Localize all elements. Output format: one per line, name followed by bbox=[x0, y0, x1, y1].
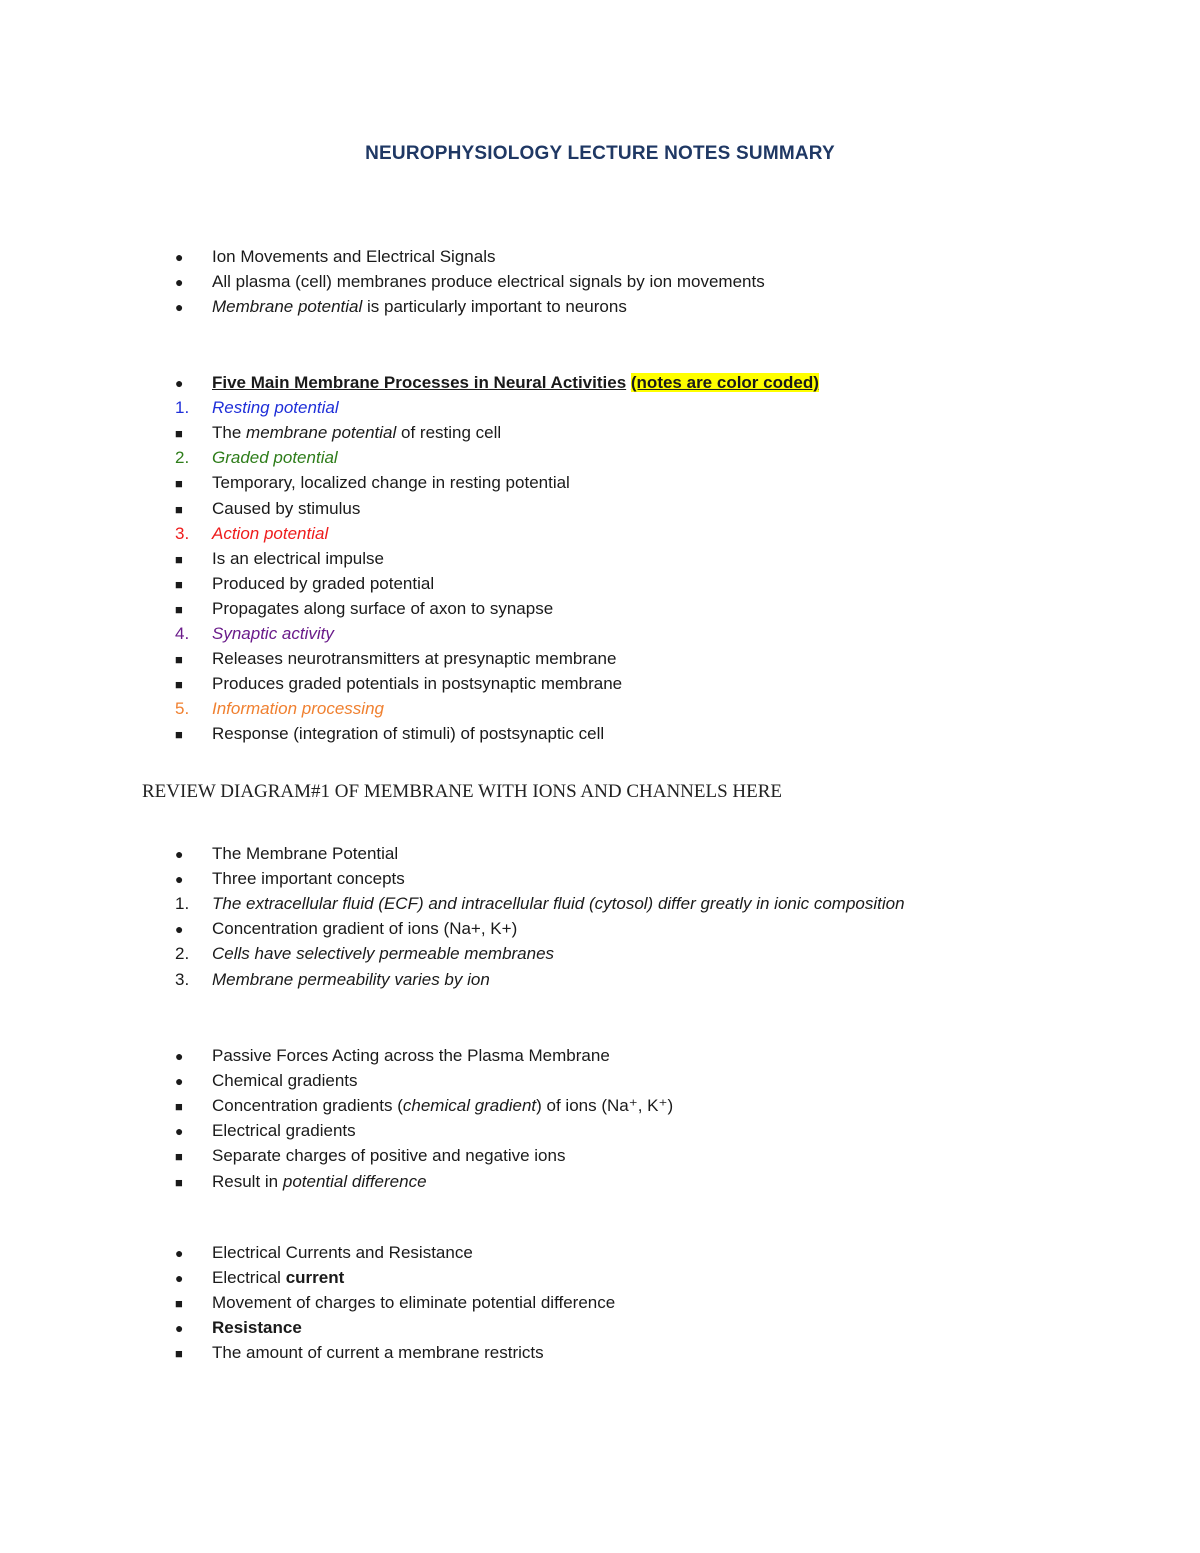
list-item-text bbox=[212, 499, 360, 518]
list-item bbox=[175, 496, 360, 521]
list-item bbox=[175, 1340, 544, 1365]
list-item bbox=[175, 967, 490, 992]
list-item-text bbox=[212, 919, 517, 938]
list-marker: ● bbox=[175, 1320, 184, 1337]
list-item-text bbox=[212, 423, 501, 442]
list-item bbox=[175, 1118, 356, 1143]
text-text: Response (integration of stimuli) of postsynaptic cell bbox=[212, 724, 605, 744]
list-item-text bbox=[212, 970, 490, 989]
text-text: Synaptic activity bbox=[212, 624, 334, 643]
list-marker: ■ bbox=[175, 601, 183, 617]
list-marker: ■ bbox=[175, 476, 183, 492]
list-item bbox=[175, 1315, 302, 1340]
text-text: Is an electrical impulse bbox=[212, 548, 384, 568]
text-italic: membrane potential bbox=[246, 423, 397, 443]
text-text: Graded potential bbox=[212, 448, 338, 468]
list-marker: 1. bbox=[175, 894, 190, 914]
text-rest: of resting cell bbox=[396, 423, 502, 443]
text-text: Concentration gradient of ions (Na+, K+) bbox=[212, 919, 518, 939]
text-text: Produces graded potentials in postsynaptic membrane bbox=[212, 674, 623, 694]
section-heading bbox=[175, 370, 819, 395]
text-italic: Membrane permeability varies by ion bbox=[212, 969, 490, 989]
list-item-text bbox=[212, 1121, 356, 1140]
text-text: Information processing bbox=[212, 699, 384, 719]
list-item bbox=[175, 244, 495, 269]
list-item-text bbox=[212, 1172, 427, 1191]
list-item bbox=[175, 646, 616, 671]
list-marker: ■ bbox=[175, 576, 183, 592]
text-italic: Membrane potential bbox=[212, 297, 363, 317]
list-item bbox=[175, 294, 627, 319]
text-text: Propagates along surface of axon to synapse bbox=[212, 598, 554, 618]
list-marker: 5. bbox=[175, 699, 190, 719]
list-item-text bbox=[212, 724, 604, 743]
list-marker: ● bbox=[175, 1073, 184, 1090]
list-item bbox=[175, 941, 554, 966]
list-marker: ● bbox=[175, 1123, 184, 1140]
list-marker: ● bbox=[175, 871, 184, 888]
list-item bbox=[175, 269, 765, 294]
list-item-text bbox=[212, 649, 616, 668]
text-pre: Concentration gradients ( bbox=[212, 1096, 403, 1116]
list-marker: 3. bbox=[175, 969, 190, 989]
list-item bbox=[175, 1290, 615, 1315]
text-text: Chemical gradients bbox=[212, 1071, 358, 1091]
list-item-text bbox=[212, 1046, 610, 1065]
list-marker: ● bbox=[175, 299, 184, 316]
list-item-text bbox=[212, 574, 434, 593]
list-item-text bbox=[212, 1071, 358, 1090]
text-text: Temporary, localized change in resting potential bbox=[212, 473, 570, 493]
list-marker: 4. bbox=[175, 624, 190, 643]
text-text: Three important concepts bbox=[212, 869, 405, 889]
list-item bbox=[175, 721, 604, 746]
text-text: Movement of charges to eliminate potential difference bbox=[212, 1293, 616, 1313]
list-marker: ■ bbox=[175, 1149, 183, 1165]
list-item bbox=[175, 420, 501, 445]
text-text: Ion Movements and Electrical Signals bbox=[212, 247, 496, 266]
text-bold: current bbox=[285, 1268, 345, 1288]
text-text: Releases neurotransmitters at presynaptic membrane bbox=[212, 649, 617, 669]
list-marker: ● bbox=[175, 249, 184, 265]
list-marker: ● bbox=[175, 274, 184, 291]
text-italic: The extracellular fluid (ECF) and intracellular fluid (cytosol) differ greatly in ionic composition bbox=[212, 894, 905, 914]
list-item bbox=[175, 571, 434, 596]
list-marker: ● bbox=[175, 846, 184, 862]
list-marker: ■ bbox=[175, 501, 183, 517]
list-item bbox=[175, 916, 517, 941]
list-marker: ● bbox=[175, 1245, 184, 1261]
text-pre: Electrical bbox=[212, 1268, 286, 1288]
list-item-text bbox=[212, 1318, 302, 1337]
text-pre: Result in bbox=[212, 1171, 283, 1191]
text-text: Electrical gradients bbox=[212, 1121, 356, 1141]
list-item bbox=[175, 546, 384, 571]
list-marker: ● bbox=[175, 375, 184, 391]
text-text: The Membrane Potential bbox=[212, 844, 399, 863]
text-text: Passive Forces Acting across the Plasma Membrane bbox=[212, 1046, 610, 1065]
list-marker: ● bbox=[175, 1048, 184, 1064]
text-italic: potential difference bbox=[282, 1171, 427, 1191]
list-item-text bbox=[212, 398, 339, 417]
list-item-text bbox=[212, 549, 384, 568]
list-item bbox=[175, 621, 334, 646]
list-item bbox=[175, 596, 553, 621]
list-marker: 3. bbox=[175, 523, 190, 543]
list-marker: ■ bbox=[175, 677, 183, 693]
list-item-text bbox=[212, 1243, 473, 1262]
list-item-text bbox=[212, 247, 495, 266]
list-item-text bbox=[212, 1096, 673, 1115]
list-marker: 2. bbox=[175, 944, 190, 964]
text-text: The amount of current a membrane restricts bbox=[212, 1343, 544, 1363]
text-rest: is particularly important to neurons bbox=[362, 297, 627, 317]
list-item bbox=[175, 1068, 358, 1093]
list-marker: ■ bbox=[175, 652, 183, 668]
list-marker: ■ bbox=[175, 1174, 183, 1190]
list-item bbox=[175, 841, 398, 866]
list-item-text bbox=[212, 473, 570, 492]
list-item bbox=[175, 1265, 344, 1290]
text-bold: Resistance bbox=[212, 1318, 302, 1338]
list-marker: 2. bbox=[175, 448, 190, 468]
list-item bbox=[175, 866, 405, 891]
list-marker: ■ bbox=[175, 1099, 183, 1115]
list-item bbox=[175, 671, 622, 696]
list-item-text bbox=[212, 1293, 615, 1312]
list-marker: ■ bbox=[175, 1346, 183, 1362]
list-marker: ■ bbox=[175, 727, 183, 743]
list-item bbox=[175, 1240, 473, 1265]
text-italic: Cells have selectively permeable membranes bbox=[212, 944, 555, 964]
list-marker: ● bbox=[175, 921, 184, 938]
text-text: Resting potential bbox=[212, 398, 339, 418]
list-marker: 1. bbox=[175, 398, 190, 418]
list-item bbox=[175, 1043, 610, 1068]
list-item bbox=[175, 470, 570, 495]
list-marker: ■ bbox=[175, 551, 183, 567]
list-item-text bbox=[212, 894, 905, 913]
list-item-text bbox=[212, 674, 622, 693]
list-item-text bbox=[212, 944, 554, 963]
text-text: Action potential bbox=[212, 523, 329, 543]
list-marker: ■ bbox=[175, 1296, 183, 1312]
list-item-text bbox=[212, 1268, 344, 1287]
text-text: Produced by graded potential bbox=[212, 573, 435, 593]
list-item-text bbox=[212, 624, 334, 643]
list-item-text bbox=[212, 699, 384, 718]
list-item-text bbox=[212, 869, 405, 888]
list-item bbox=[175, 521, 328, 546]
page-title: NEUROPHYSIOLOGY LECTURE NOTES SUMMARY bbox=[365, 143, 835, 164]
text-text: Separate charges of positive and negative ions bbox=[212, 1146, 566, 1166]
list-item bbox=[175, 696, 384, 721]
text-rest: ) of ions (Na⁺, K⁺) bbox=[536, 1096, 674, 1116]
list-item bbox=[175, 1169, 427, 1194]
list-item-text bbox=[212, 297, 627, 316]
list-item-text bbox=[212, 844, 398, 863]
list-item-text bbox=[212, 272, 765, 291]
list-item bbox=[175, 891, 905, 916]
list-item bbox=[175, 1093, 673, 1118]
text-text: Caused by stimulus bbox=[212, 498, 361, 518]
text-text: All plasma (cell) membranes produce electrical signals by ion movements bbox=[212, 272, 765, 292]
heading-text: Five Main Membrane Processes in Neural Activities bbox=[212, 373, 627, 392]
text-pre: The bbox=[212, 423, 247, 443]
list-item-text bbox=[212, 524, 328, 543]
heading-highlight: (notes are color coded) bbox=[630, 373, 819, 392]
list-item bbox=[175, 445, 338, 470]
list-item-text bbox=[212, 599, 553, 618]
list-item bbox=[175, 395, 339, 420]
list-item-text bbox=[212, 448, 338, 467]
review-diagram-note: REVIEW DIAGRAM#1 OF MEMBRANE WITH IONS AND CHANNELS HERE bbox=[142, 781, 783, 802]
list-item-text bbox=[212, 1146, 565, 1165]
list-item-text bbox=[212, 1343, 544, 1362]
text-italic: chemical gradient bbox=[402, 1096, 537, 1116]
list-marker: ● bbox=[175, 1270, 184, 1287]
list-marker: ■ bbox=[175, 426, 183, 442]
text-text: Electrical Currents and Resistance bbox=[212, 1243, 473, 1262]
list-item bbox=[175, 1143, 565, 1168]
